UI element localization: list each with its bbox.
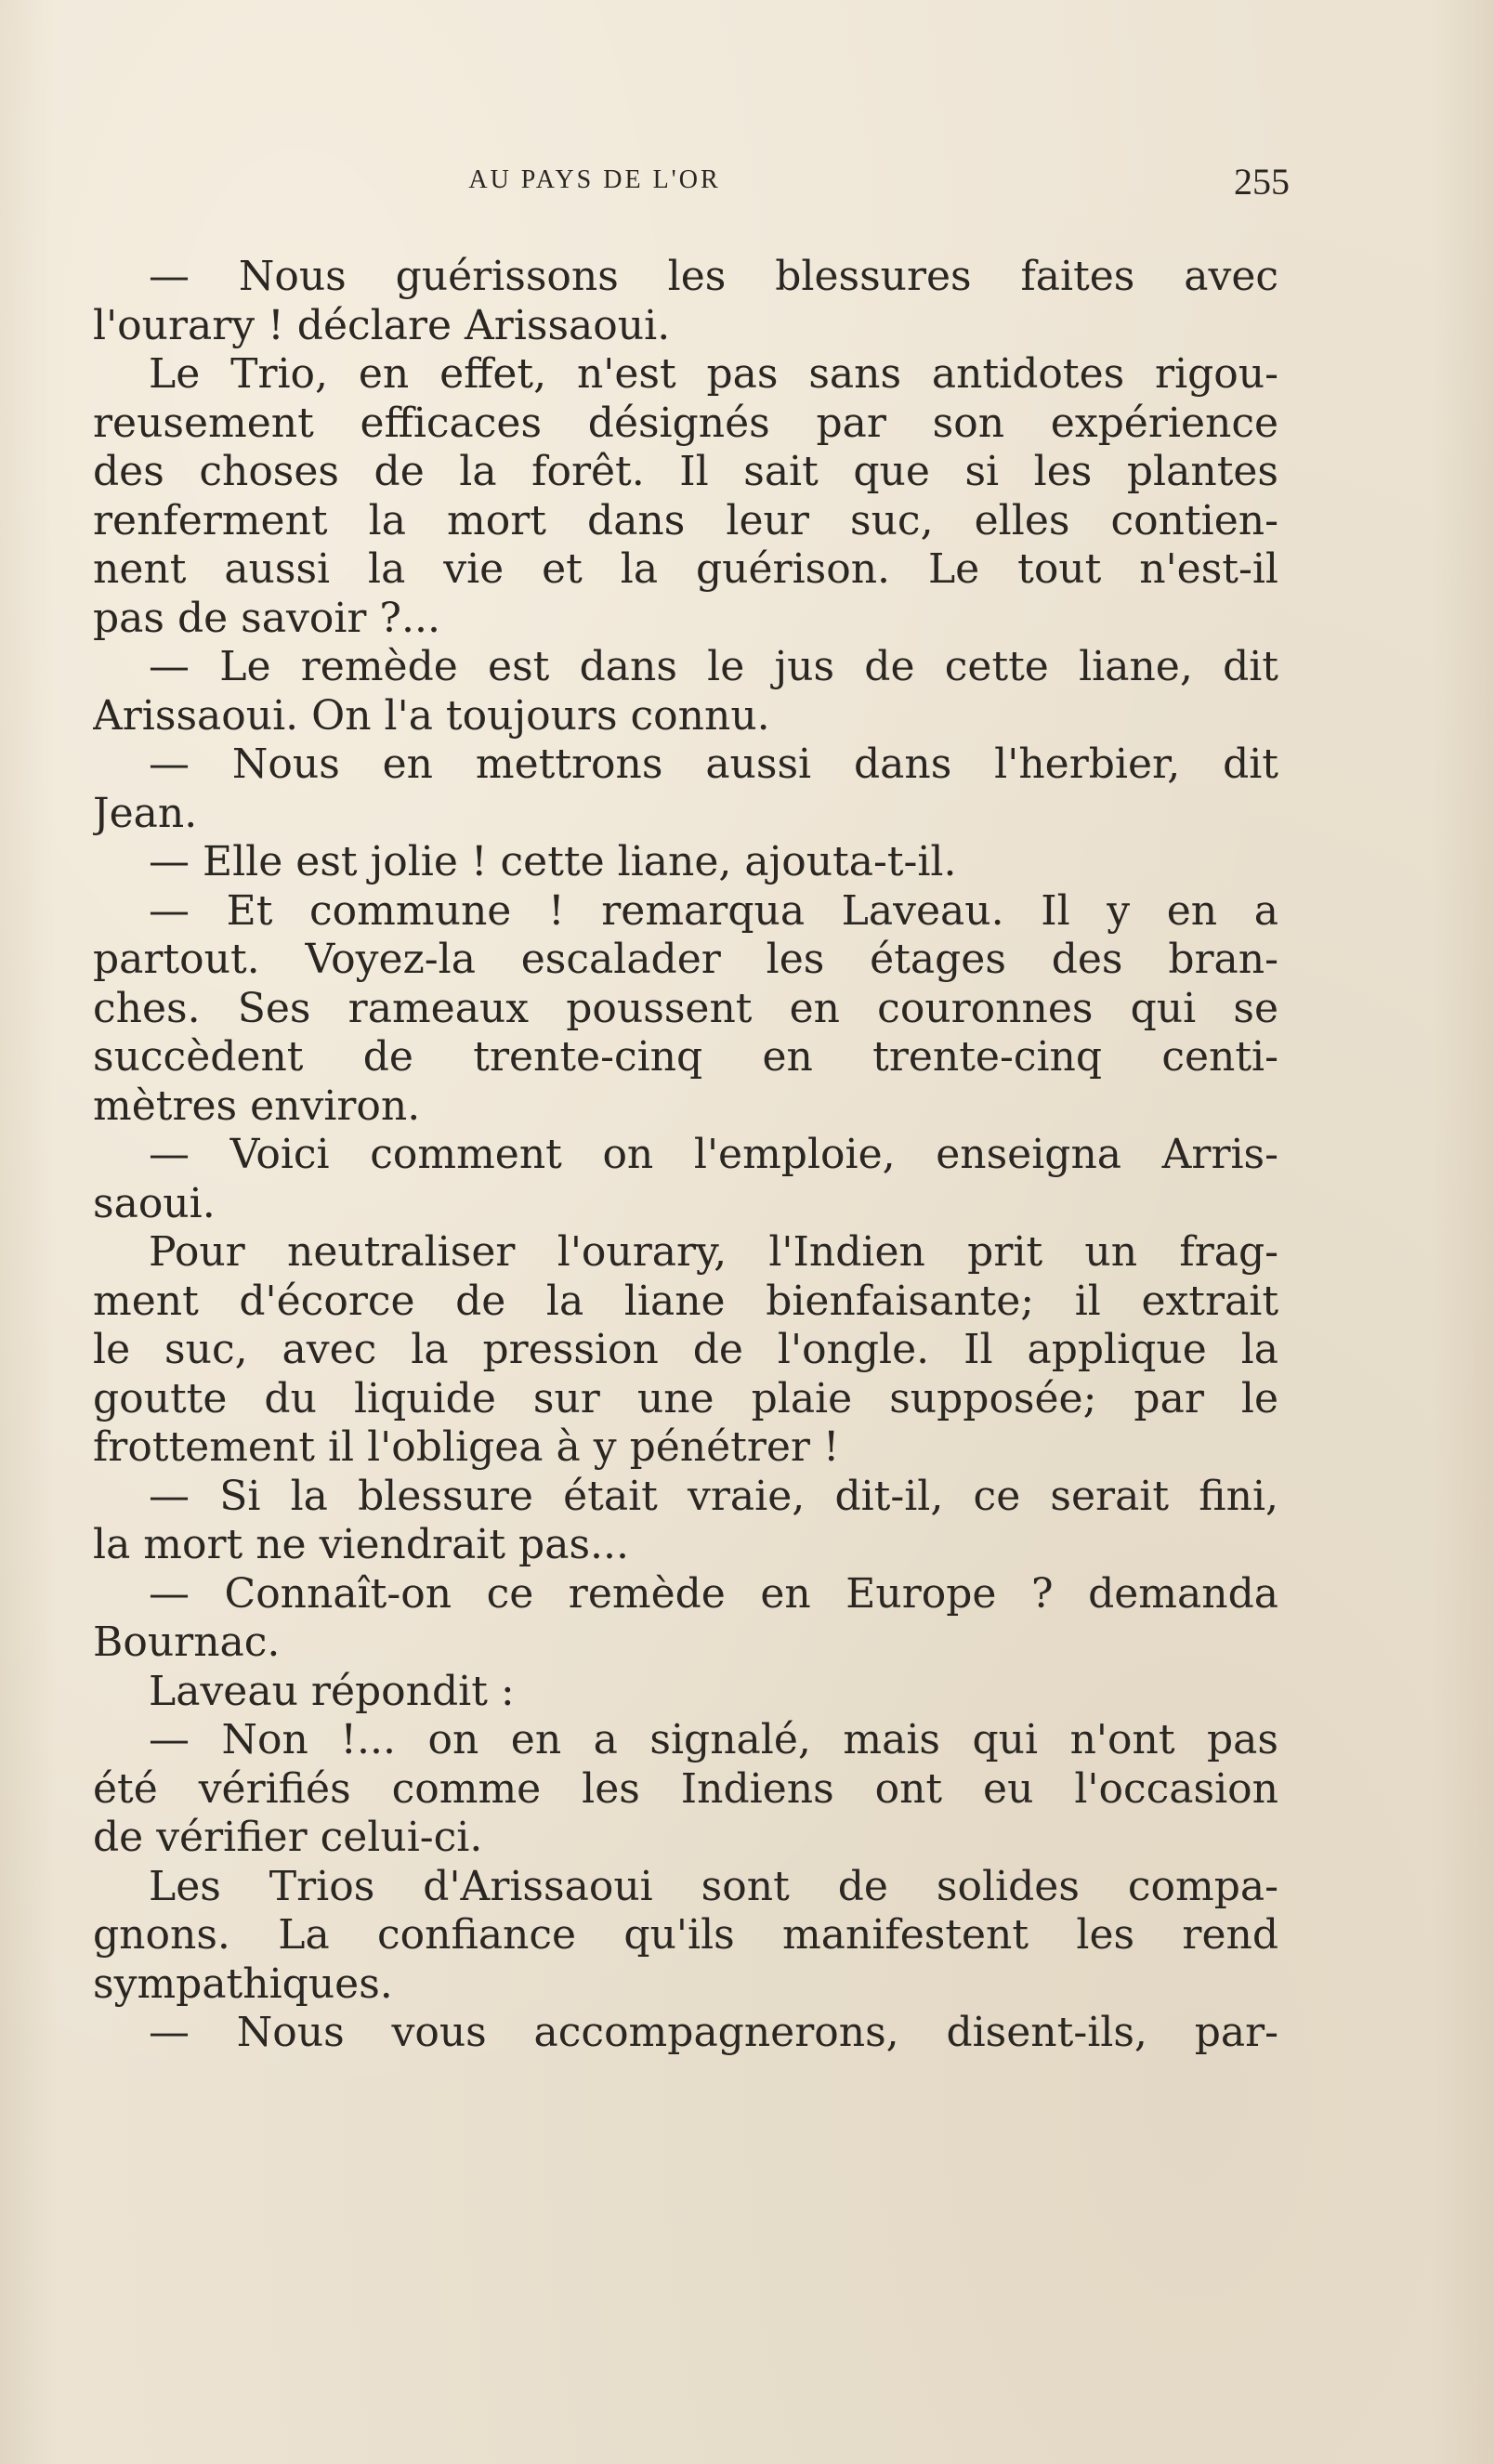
text-line: — Si la blessure était vraie, dit-il, ce serait fini, [149,1472,1278,1520]
text-line: frottement il l'obligea à y pénétrer ! [93,1423,840,1471]
text-line: gnons. La confiance qu'ils manifestent les rend [93,1911,1278,1959]
text-line: nent aussi la vie et la guérison. Le tout n'est-il [93,545,1278,593]
text-line: renferment la mort dans leur suc, elles contien- [93,496,1278,544]
text-line: Le Trio, en effet, n'est pas sans antidotes rigou- [149,350,1278,398]
text-line: Laveau répondit : [149,1667,515,1715]
text-line: — Connaît-on ce remède en Europe ? demanda [149,1569,1278,1618]
text-line: mètres environ. [93,1081,421,1130]
page-number: 255 [1234,161,1290,203]
text-line: reusement efficaces désignés par son expérience [93,399,1278,447]
text-line: — Non !... on en a signalé, mais qui n'ont pas [149,1716,1278,1763]
text-line: été vérifiés comme les Indiens ont eu l'occasion [93,1764,1278,1813]
text-line: partout. Voyez-la escalader les étages des bran- [93,936,1278,983]
text-line: Arissaoui. On l'a toujours connu. [93,691,770,740]
text-line: ches. Ses rameaux poussent en couronnes qui se [93,984,1278,1032]
text-line: — Le remède est dans le jus de cette liane, dit [149,643,1278,690]
text-line: — Nous guérissons les blessures faites avec [149,253,1278,300]
text-line: — Voici comment on l'emploie, enseigna Arris- [149,1131,1278,1178]
running-head [93,160,1290,216]
running-title: AU PAYS DE L'OR [468,165,721,194]
text-line: la mort ne viendrait pas... [93,1521,629,1568]
text-line: Jean. [93,789,198,837]
text-line: — Nous en mettrons aussi dans l'herbier, dit [149,741,1278,788]
text-line: saoui. [93,1179,216,1227]
text-line: — Et commune ! remarqua Laveau. Il y en a [149,886,1278,935]
text-line: goutte du liquide sur une plaie supposée; par le [93,1374,1278,1422]
body-text [93,253,1278,2058]
text-line: pas de savoir ?... [93,594,440,642]
text-line: succèdent de trente-cinq en trente-cinq centi- [93,1033,1278,1081]
text-line: — Elle est jolie ! cette liane, ajouta-t-il. [149,838,957,885]
text-line: — Nous vous accompagnerons, disent-ils, par- [149,2009,1278,2056]
text-line: le suc, avec la pression de l'ongle. Il applique la [93,1326,1278,1373]
text-line: Pour neutraliser l'ourary, l'Indien prit un frag- [149,1228,1278,1276]
text-line: Bournac. [93,1619,281,1666]
text-line: Les Trios d'Arissaoui sont de solides compa- [149,1862,1278,1910]
text-line: de vérifier celui-ci. [93,1814,483,1861]
text-line: l'ourary ! déclare Arissaoui. [93,301,671,349]
text-line: ment d'écorce de la liane bienfaisante; il extrait [93,1277,1278,1325]
text-line: sympathiques. [93,1959,393,2008]
text-line: des choses de la forêt. Il sait que si les plantes [93,448,1278,495]
